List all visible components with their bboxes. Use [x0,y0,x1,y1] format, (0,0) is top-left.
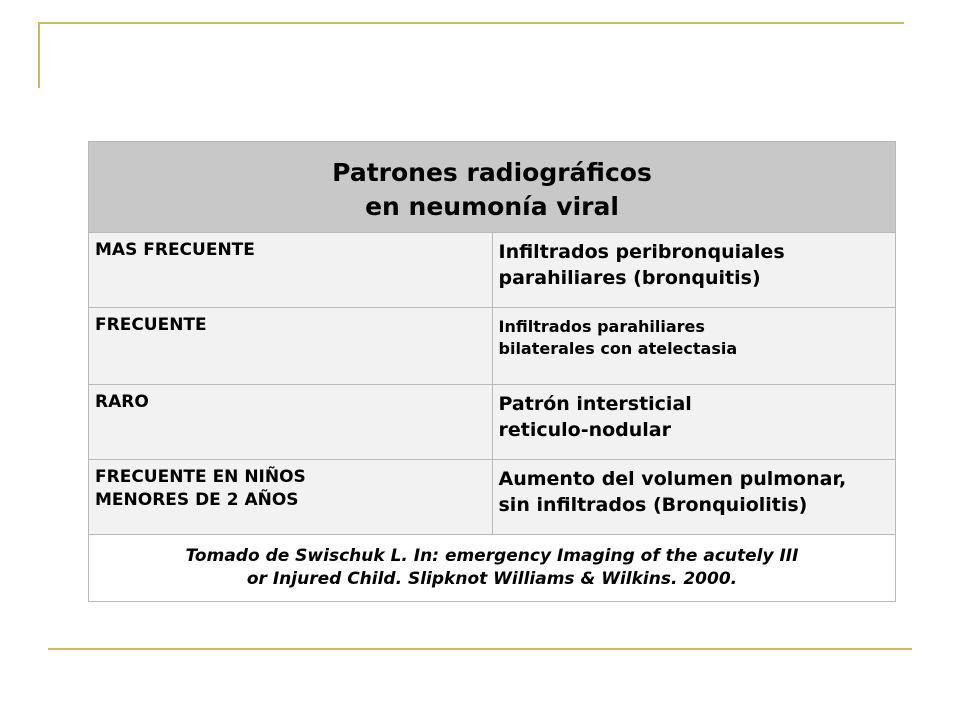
table-row [89,308,896,385]
table-row [89,460,896,535]
pattern-text: Infiltrados peribronquiales [498,241,785,263]
citation-line: Tomado de Swischuk L. In: emergency Imaging of the acutely III [185,546,799,566]
table-row [89,233,896,308]
pattern-cell [492,460,896,535]
citation-line: or Injured Child. Slipknot Williams & Wilkins. 2000. [246,569,738,589]
pattern-text: reticulo-nodular [498,419,672,441]
viral-pneumonia-patterns-table [88,141,896,602]
pattern-text: Aumento del volumen pulmonar, [498,468,847,490]
pattern-text: bilaterales con atelectasia [498,339,738,358]
frequency-label: MENORES DE 2 AÑOS [95,490,299,510]
frequency-label: FRECUENTE EN NIÑOS [95,467,306,487]
decorative-bottom-line [48,648,912,650]
citation [89,535,896,602]
frequency-label: MAS FRECUENTE [95,240,255,260]
table-title-line: Patrones radiográficos [332,158,652,187]
pattern-text: Infiltrados parahiliares [498,317,705,336]
frequency-cell [89,233,493,308]
frequency-label: FRECUENTE [95,315,207,335]
frequency-cell [89,308,493,385]
frequency-cell [89,385,493,460]
table-title [89,142,896,233]
pattern-cell [492,385,896,460]
decorative-left-line [38,22,40,88]
table-citation-row [89,535,896,602]
pattern-text: sin infiltrados (Bronquiolitis) [498,494,808,516]
table-row [89,385,896,460]
decorative-top-line [38,22,904,24]
table-header-row [89,142,896,233]
pattern-cell [492,233,896,308]
pattern-cell [492,308,896,385]
pattern-text: parahiliares (bronquitis) [498,267,761,289]
table-title-line: en neumonía viral [365,192,619,221]
pattern-text: Patrón intersticial [498,393,692,415]
frequency-cell [89,460,493,535]
frequency-label: RARO [95,392,149,412]
